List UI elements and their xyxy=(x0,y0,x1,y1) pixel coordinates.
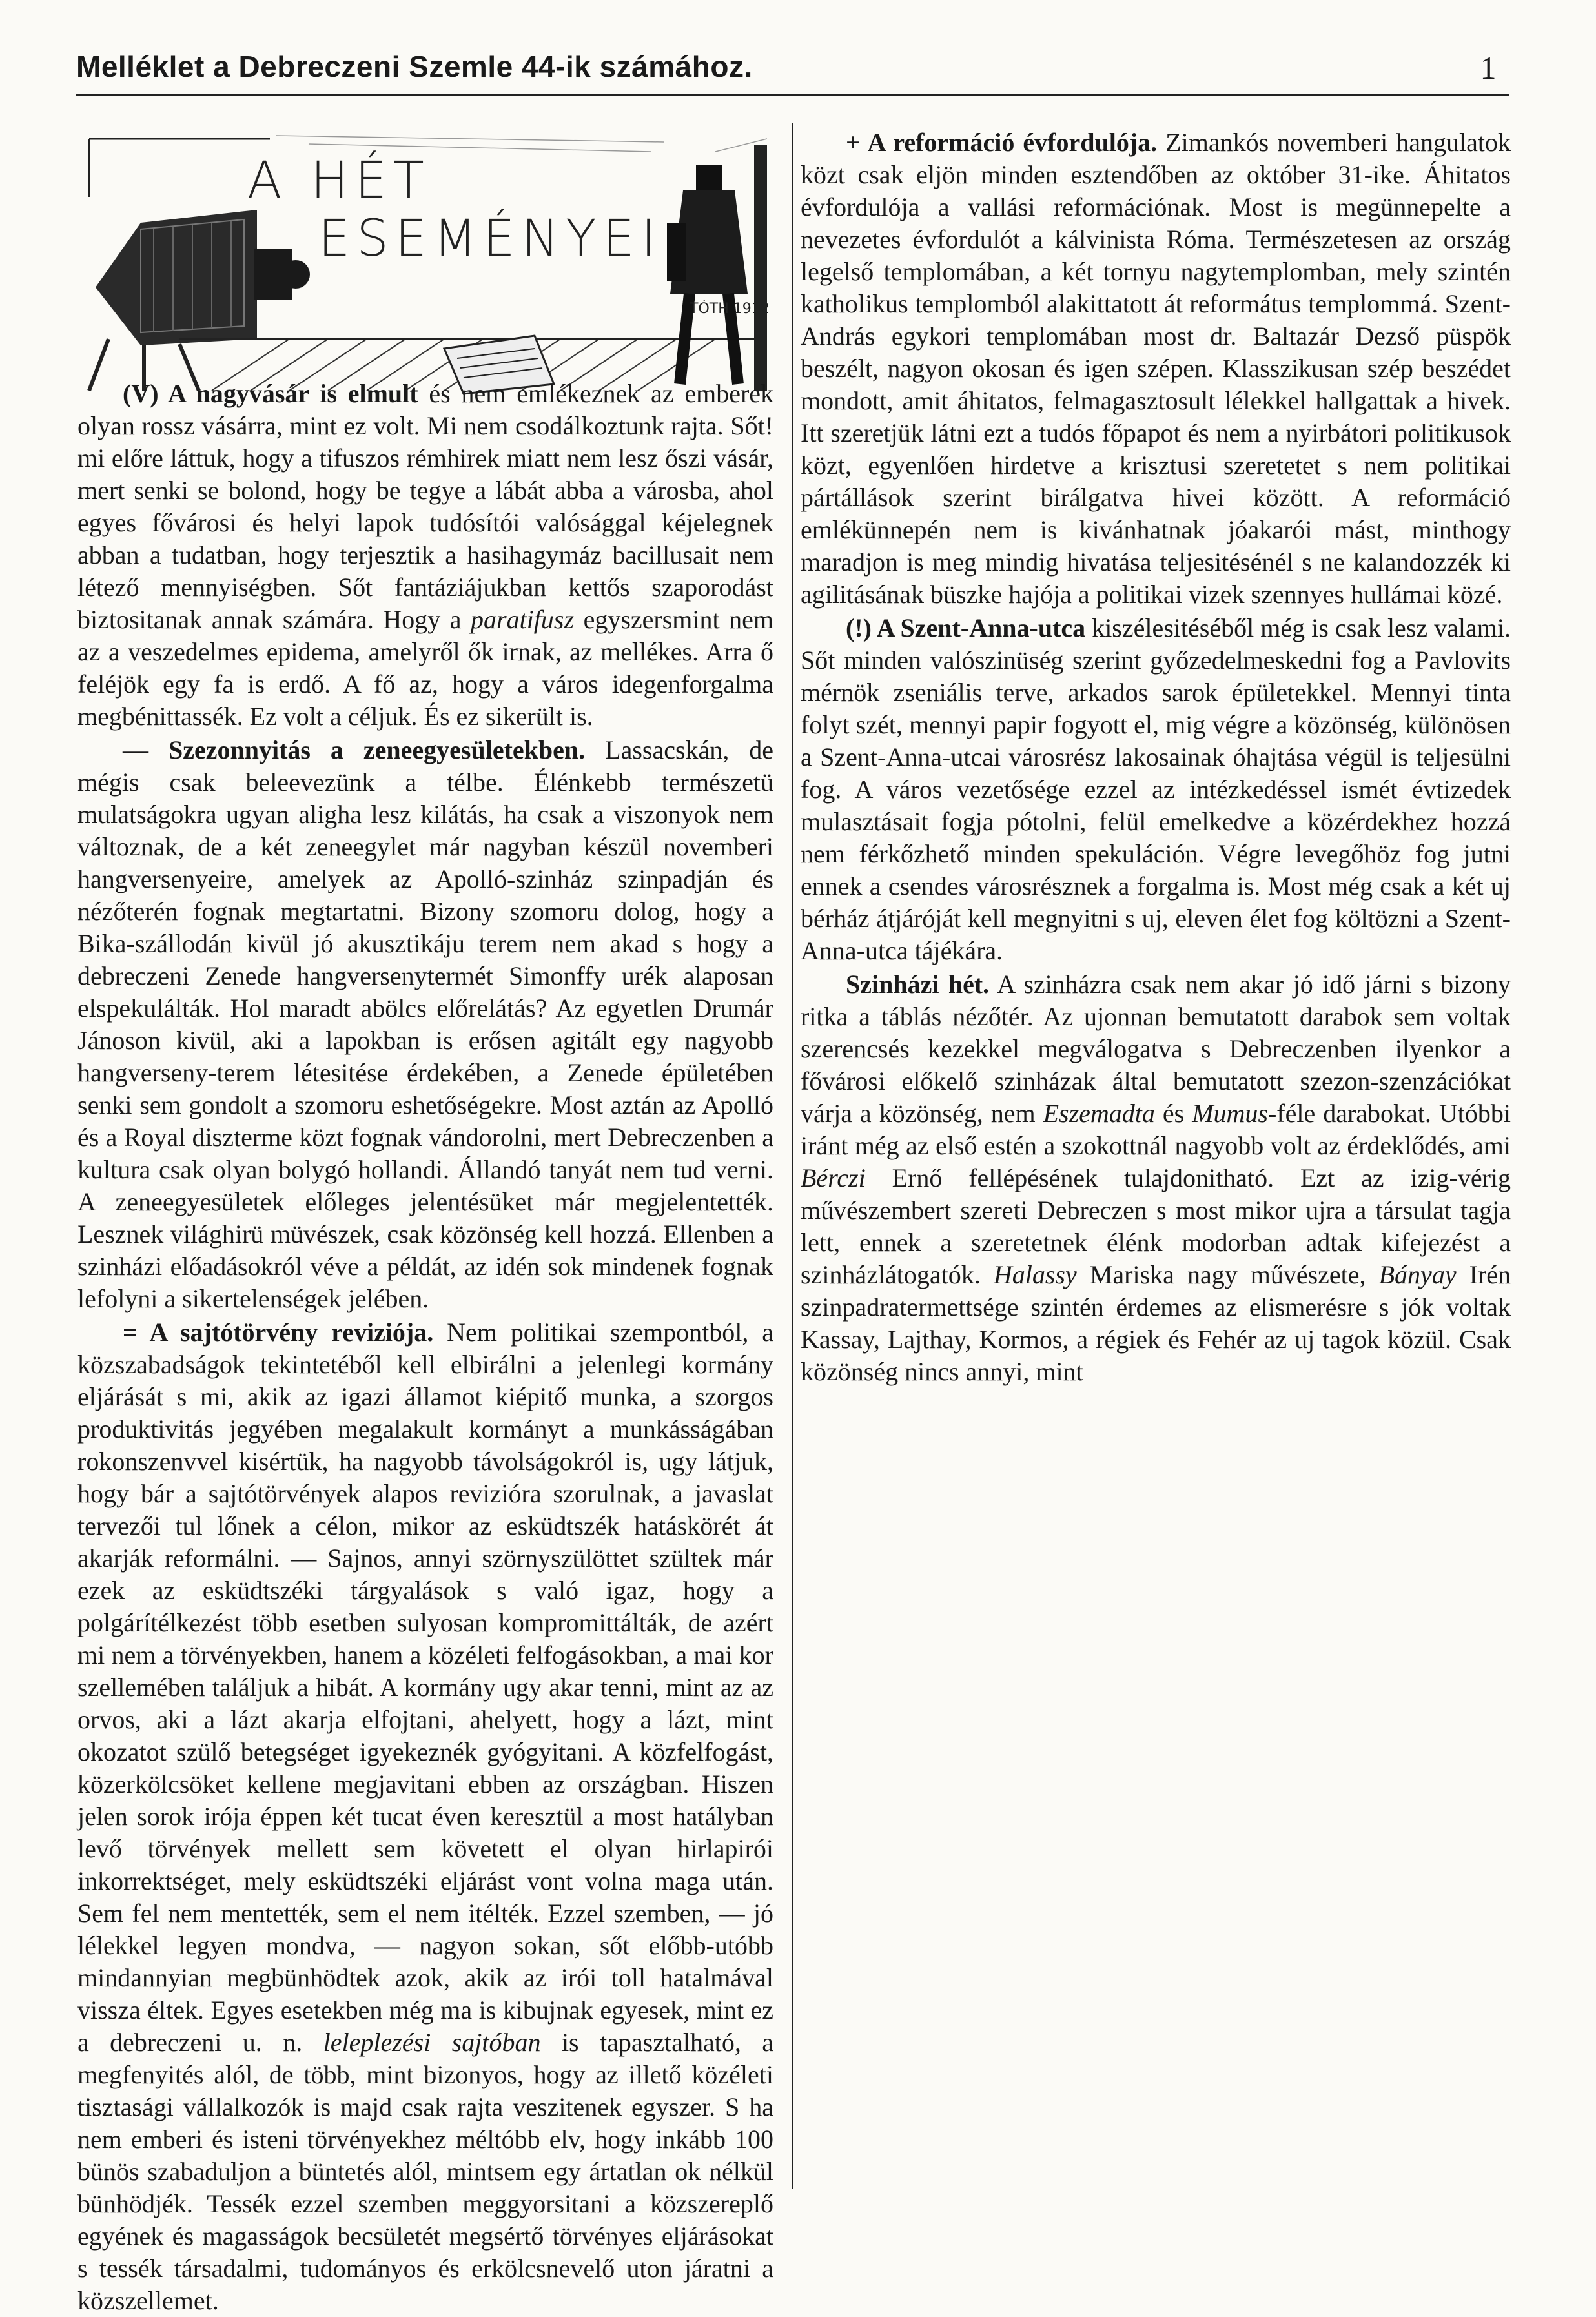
article-emphasis: Bérczi xyxy=(801,1163,866,1192)
article-szent-anna-utca xyxy=(801,612,1511,967)
article-szinhazi-het xyxy=(801,968,1511,1388)
article-emphasis: leleplezési sajtóban xyxy=(323,2028,541,2057)
article-lead: = A sajtótörvény reviziója. xyxy=(123,1318,434,1347)
article-text: Mariska nagy művészete, xyxy=(1089,1260,1366,1289)
left-column xyxy=(77,378,773,2317)
article-lead: Szinházi hét. xyxy=(846,970,990,999)
article-emphasis: Mumus xyxy=(1192,1099,1268,1128)
header-rule xyxy=(76,94,1509,96)
header-title: Melléklet a Debreczeni Szemle 44-ik számához. xyxy=(76,50,753,83)
article-text: Nem politikai szempontból, a közszabadságok tekintetéből kell elbirálni a jelenlegi kormány eljárását s mi, akik az igazi államot kiépitő munka, a szorgos produktivitás jegyében megalakult kormányt a munkásságában rokonszenvvel kisértük, ha nagyobb távolságokról is, ugy látjuk, hogy bár a sajtótörvények alapos revizióra szorulnak, a javaslat tervezői tul lőnek a célon, mikor az esküdtszék hatáskörét át akarják reformálni. — Sajnos, annyi szörnyszülöttet szültek már ezek az esküdtszéki tárgyalások s való igaz, hogy a polgárítélkezést több esetben sulyosan kompromittálták, de azért mi nem a törvényekben, hanem a közéleti felfogásokban, a mai kor szellemében találjuk a hibát. A kormány ugy akar tenni, mint az az orvos, aki a lázt akarja elfojtani, ahelyett, hogy a lázt, mint okozatot szülő betegséget igyekeznék gyógyitani. A közfelfogást, közerkölcsöket kellene megjavitani ebben az országban. Hiszen jelen sorok irója éppen két tucat éven keresztül a most hatályban levő törvények mellett sem követett el olyan hirlapirói inkorrektséget, mely esküdtszéki eljárást vont volna maga után. Sem fel nem mentették, sem el nem itélték. Ezzel szemben, — jó lélekkel legyen mondva, — nagyon sokan, sőt előbb-utóbb mindannyian megbünhödtek azok, akik az irói toll hatalmával vissza éltek. Egyes esetekben még ma is kibujnak egyesek, mint ez a debreczeni u. n. xyxy=(77,1318,774,2057)
article-text: is tapasztalható, a megfenyités alól, de több, mint bizonyos, hogy az illető közéleti tisztasági vállalkozók is majd csak rajta veszitenek egyszer. S ha nem emberi és isteni törvényekhez méltóbb elv, hogy inkább 100 bünös szabaduljon a büntetés alól, mintsem egy ártatlan ok nélkül bünhödjék. Tessék ezzel szemben meggyorsitani a közszereplő egyének és magasságok becsületét megsértő törvényes eljárásokat s tessék társadalmi, tudományos és erkölcsnevelő uton járatni a közszellemet. xyxy=(77,2028,774,2315)
article-nagyvasar xyxy=(77,378,773,733)
article-reformacio xyxy=(801,127,1511,611)
article-lead: (!) A Szent-Anna-utca xyxy=(846,613,1086,642)
article-lead: + A reformáció évfordulója. xyxy=(846,128,1158,157)
photographer-drawing xyxy=(667,145,767,391)
banner-title-line2: ESEMÉNYEI xyxy=(318,210,662,268)
page-number: 1 xyxy=(1480,50,1497,86)
right-column xyxy=(801,127,1511,1388)
article-text: és xyxy=(1162,1099,1185,1128)
article-sajtotorveny xyxy=(77,1316,773,2317)
article-text: Irén szinpadratermettsége szintén érdemes az elismerésre s jók voltak Kassay, Lajthay, Kormos, a régiek és Fehér az uj tagok közül. Csak közönség nincs annyi, mint xyxy=(801,1260,1511,1386)
article-text: -féle darabokat. Utóbbi iránt még az első estén a szokottnál nagyobb volt az érdeklődés, ami xyxy=(801,1099,1511,1160)
camera-drawing xyxy=(89,210,310,391)
page-header xyxy=(76,45,1497,97)
article-lead: — Szezonnyitás a zeneegyesületekben. xyxy=(123,735,586,764)
article-text: kiszélesitéséből még is csak lesz valami. Sőt minden valószinüség szerint győzedelmeskedni fog a Pavlovits mérnök zseniális terve, arkados sarok épületekkel. Mennyi tinta folyt szét, mennyi papir fogyott el, mig végre a közönség, különösen a Szent-Anna-utcai városrész lakosainak óhajtása végül is teljesülni fog. A város vezetősége ezzel az intézkedéssel ismét évtizedek mulasztásait fogja pótolni, felül emelkedve a közérdekhez hozzá nem férkőzhető minden spekuláción. Végre levegőhöz fog jutni ennek a csendes városrésznek a forgalma is. Most még csak a két uj bérház átjáróját kell megnyitni s uj, eleven élet fog költözni a Szent-Anna-utca tájékára. xyxy=(801,613,1511,965)
banner-signature: TÓTH 1912 xyxy=(690,301,770,317)
article-emphasis: paratifusz xyxy=(471,605,575,634)
article-emphasis: Halassy xyxy=(993,1260,1077,1289)
article-text: egyszersmint nem az a veszedelmes epidema, amelyről ők irnak, az mellékes. Arra ő feléjök egy fa is erdő. A fő az, hogy a város idegenforgalma megbénittassék. Ez volt a céljuk. És ez sikerült is. xyxy=(77,605,774,731)
article-emphasis: Eszemadta xyxy=(1043,1099,1155,1128)
section-banner xyxy=(83,126,772,397)
column-divider xyxy=(792,123,793,2189)
article-emphasis: Bányay xyxy=(1378,1260,1457,1289)
article-text: Lassacskán, de mégis csak beleevezünk a télbe. Élénkebb természetü mulatságokra ugyan aligha lesz kilátás, ha csak a viszonyok nem változnak, de a két zeneegylet már nagyban készül novemberi hangversenyeire, amelyek az Apolló-szinház szinpadján és nézőterén fognak megtartatni. Bizony szomoru dolog, hogy a Bika-szállodán kivül jó akusztikáju terem nem akad s hogy a debreczeni Zenede hangversenytermét Simonffy urék alaposan elspekulálták. Hol maradt abölcs előrelátás? Az egyetlen Drumár Jánoson kivül, aki a lapokban is erősen agitált egy nagyobb hangverseny-terem létesitése érdekében, a Zenede épületében senki sem gondolt a szomoru eshetőségekre. Most aztán az Apolló és a Royal diszterme közt fognak vándorolni, mert Debreczenben a kultura csak olyan bolygó hollandi. Állandó tanyát nem tud verni. A zeneegyesületek előleges jelentésüket már megjelentették. Lesznek világhirü müvészek, csak közönség kell hozzá. Ellenben a szinházi előadásokról véve a példát, az idén sok mindenek fognak lefolyni a sikertelenségek jelében. xyxy=(77,735,774,1313)
article-text: és nem emlékeznek az emberek olyan rossz vásárra, mint ez volt. Mi nem csodálkoztunk rajta. Sőt! mi előre láttuk, hogy a tifuszos rémhirek miatt nem lesz őszi vásár, mert senki se bolond, hogy be tegye a lábát abba a városba, ahol egyes fővárosi és helyi lapok tudósítói valósággal kéjelegnek abban a tudatban, hogy terjesztik a hasihagymáz bacillusait nem létező mennyiségben. Sőt fantáziájukban kettős szaporodást biztositanak annak számára. Hogy a xyxy=(77,379,774,634)
article-lead: (V) A nagyvásár is elmult xyxy=(123,379,418,408)
article-szezonnyitas xyxy=(77,734,773,1315)
article-text: Ernő fellépésének tulajdonitható. Ezt az izig-vérig művészembert szereti Debreczen s most mikor ujra a társulat tagja lett, ennek a szeretetnek élénk modorban adtak kifejezést a szinházlátogatók. xyxy=(801,1163,1511,1289)
article-text: A szinházra csak nem akar jó idő járni s bizony ritka a táblás nézőtér. Az ujonnan bemutatott darabok sem voltak szerencsés kezekkel megválogatva s Debreczenben ilyenkor a fővárosi előkelő szinházak által bemutatott szezon-szenzációkat várja a közönség, nem xyxy=(801,970,1511,1128)
article-text: Zimankós novemberi hangulatok közt csak eljön minden esztendőben az október 31-ike. Áhitatos évfordulója a vallási reformációnak. Most is megünnepelte a nevezetes évfordulót a kálvinista Róma. Természetesen az ország legelső templomában, a két tornyu nagytemplomban, mely szintén katholikus templomból alakittatott át református templommá. Szent-András egykori templomában most dr. Baltazár Dezső püspök beszélt, nagyon okosan és igen szépen. Klasszikusan szép beszédet mondott, amit áhitatos, felmagasztosult lélekkel hallgattak a hivek. Itt szeretjük látni ezt a tudós főpapot és nem a nyirbátori politikusok közt, egyenlően hirdetve a krisztusi szeretetet s nem politikai pártállások szerint birálgatva hivei között. A reformáció emlékünnepén nem is kivánhatnak jóakarói mást, minthogy maradjon is meg mindig hivatása teljesitésénél s ne kalandozzék ki agilitásának büszke hajója a politikai vizek szennyes hullámai közé. xyxy=(801,128,1511,609)
banner-title-line1: A HÉT xyxy=(247,152,431,210)
